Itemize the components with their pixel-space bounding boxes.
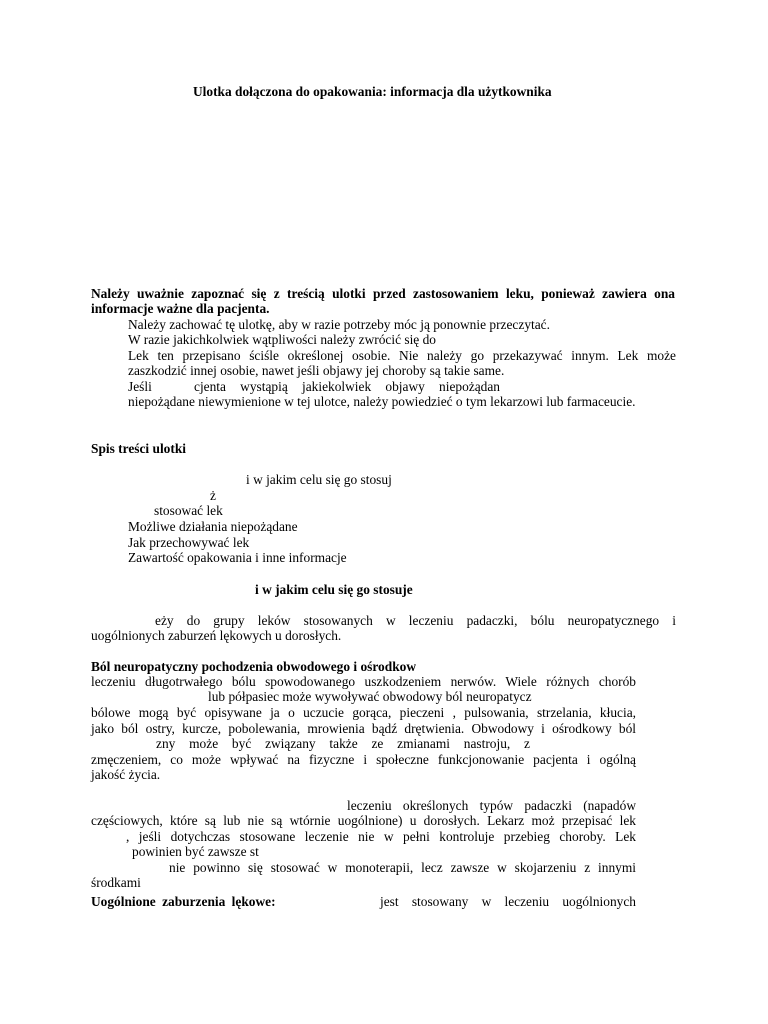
epilepsy-line-6: środkami bbox=[91, 875, 141, 890]
neuropathic-line-1: leczeniu długotrwałego bólu spowodowanego uszkodzeniem nerwów. Wiele różnych chorób bbox=[91, 674, 636, 689]
prescribed-line-1: Lek ten przepisano ściśle określonej osobie. Nie należy go przekazywać innym. Lek może bbox=[128, 348, 676, 363]
toc-heading: Spis treści ulotki bbox=[91, 441, 186, 456]
neuropathic-line-2: lub półpasiec może wywoływać obwodowy ból neuropatycz bbox=[208, 689, 532, 704]
toc-item-3: stosować lek bbox=[154, 503, 223, 518]
side-effects-word: Jeśli bbox=[128, 379, 152, 394]
toc-item-1: i w jakim celu się go stosuj bbox=[246, 472, 392, 487]
warning-line-1: Należy uważnie zapoznać się z treścią ulotki przed zastosowaniem leku, ponieważ zawiera ona bbox=[91, 286, 675, 301]
anxiety-heading: Uogólnione zaburzenia lękowe: bbox=[91, 894, 276, 909]
neuropathic-line-7: jakość życia. bbox=[91, 767, 161, 782]
epilepsy-line-1: leczeniu określonych typów padaczki (napadów bbox=[347, 798, 636, 813]
neuropathic-line-6: zmęczeniem, co może wpływać na fizyczne i społeczne funkcjonowanie pacjenta i ogólną bbox=[91, 752, 636, 767]
epilepsy-line-5: nie powinno się stosować w monoterapii, lecz zawsze w skojarzeniu z innymi bbox=[169, 860, 636, 875]
neuropathic-line-5: zny może być związany także ze zmianami nastroju, z bbox=[156, 736, 530, 751]
epilepsy-line-2: częściowych, które są lub nie są wtórnie uogólnione) u dorosłych. Lekarz moż przepisać lek bbox=[91, 813, 636, 828]
doubts-text: W razie jakichkolwiek wątpliwości należy zwrócić się do bbox=[128, 332, 436, 347]
section-1-heading: i w jakim celu się go stosuje bbox=[255, 582, 413, 597]
section-1-para-line-2: uogólnionych zaburzeń lękowych u dorosłych. bbox=[91, 628, 342, 643]
warning-line-2: informacje ważne dla pacjenta. bbox=[91, 301, 270, 316]
toc-item-2: ż bbox=[210, 488, 216, 503]
prescribed-line-2: zaszkodzić innej osobie, nawet jeśli objawy jej choroby są takie same. bbox=[128, 363, 505, 378]
toc-item-6: Zawartość opakowania i inne informacje bbox=[128, 550, 347, 565]
epilepsy-line-4: powinien być zawsze st bbox=[132, 844, 259, 859]
toc-item-4: Możliwe działania niepożądane bbox=[128, 519, 298, 534]
anxiety-text: jest stosowany w leczeniu uogólnionych bbox=[380, 894, 636, 909]
neuropathic-line-4: jako ból ostry, kurcze, pobolewania, mrowienia bądź drętwienia. Obwodowy i ośrodkowy ból bbox=[91, 721, 636, 736]
side-effects-line-2: niepożądane niewymienione w tej ulotce, należy powiedzieć o tym lekarzowi lub farmaceucie. bbox=[128, 394, 636, 409]
section-1-para-line-1: eży do grupy leków stosowanych w leczeniu padaczki, bólu neuropatycznego i bbox=[155, 613, 676, 628]
keep-leaflet-text: Należy zachować tę ulotkę, aby w razie potrzeby móc ją ponownie przeczytać. bbox=[128, 317, 550, 332]
toc-item-5: Jak przechowywać lek bbox=[128, 535, 250, 550]
epilepsy-line-3: , jeśli dotychczas stosowane leczenie nie w pełni kontroluje przebieg choroby. Lek bbox=[126, 829, 636, 844]
neuropathic-pain-heading: Ból neuropatyczny pochodzenia obwodowego i ośrodkow bbox=[91, 659, 417, 674]
page-title: Ulotka dołączona do opakowania: informacja dla użytkownika bbox=[193, 84, 552, 99]
side-effects-line-1: cjenta wystąpią jakiekolwiek objawy niepożądan bbox=[194, 379, 500, 394]
neuropathic-line-3: bólowe mogą być opisywane ja o uczucie gorąca, pieczeni , pulsowania, strzelania, kłucia, bbox=[91, 705, 636, 720]
